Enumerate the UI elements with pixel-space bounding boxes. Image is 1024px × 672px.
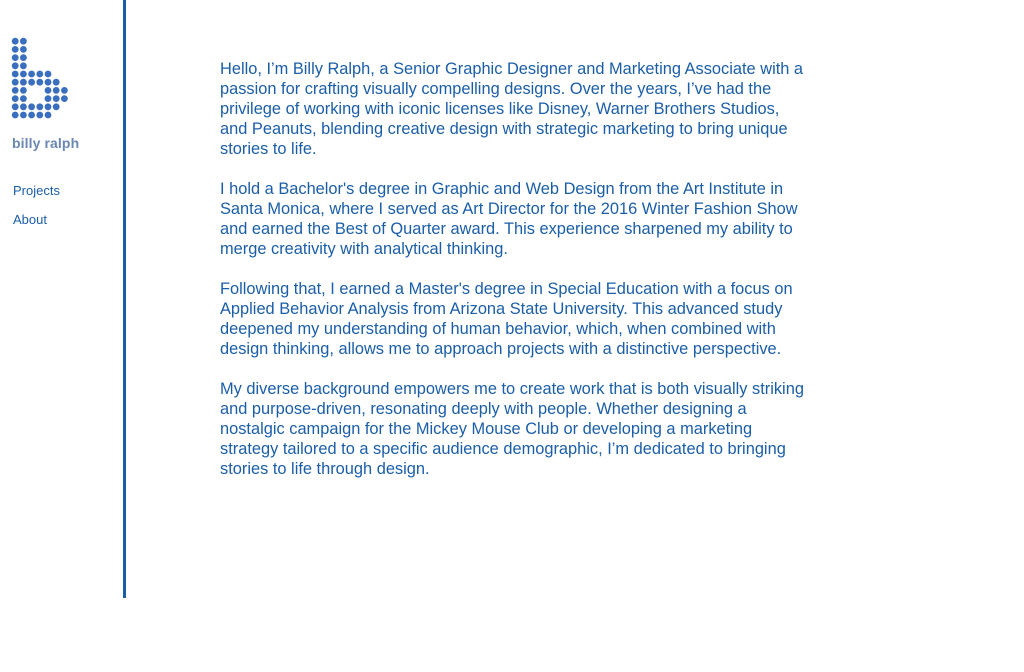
- logo-dot: [20, 112, 27, 119]
- logo-dot: [45, 112, 52, 119]
- sidebar: [0, 0, 126, 598]
- about-content: [220, 59, 804, 499]
- about-paragraph-education: I hold a Bachelor's degree in Graphic and Web Design from the Art Institute in Santa Monica, where I served as Art Director for the 2016 Winter Fashion Show and earned the Best of Quarter award. This experience sharpened my ability to merge creativity with analytical thinking.: [220, 180, 798, 258]
- logo-dot: [12, 54, 19, 61]
- logo-dot: [36, 112, 43, 119]
- logo-dot: [12, 38, 19, 45]
- logo-dot: [36, 71, 43, 78]
- logo-dot: [53, 79, 60, 86]
- logo-dot: [28, 79, 35, 86]
- logo-dot: [12, 103, 19, 110]
- logo-dot: [61, 87, 68, 94]
- logo-dot: [36, 79, 43, 86]
- about-paragraph-masters: Following that, I earned a Master's degree in Special Education with a focus on Applied Behavior Analysis from Arizona State University. This advanced study deepened my understanding of human behavior, which, when combined with design thinking, allows me to approach projects with a distinctive perspective.: [220, 280, 793, 358]
- logo-icon[interactable]: [11, 37, 73, 121]
- logo-dot: [28, 112, 35, 119]
- logo-dot: [45, 103, 52, 110]
- logo-dot: [20, 54, 27, 61]
- logo-dot: [45, 71, 52, 78]
- logo-dot: [61, 95, 68, 102]
- logo-dot: [28, 71, 35, 78]
- logo-dot: [12, 87, 19, 94]
- logo-dot: [53, 95, 60, 102]
- logo-dot: [20, 46, 27, 53]
- logo-dot: [53, 103, 60, 110]
- about-paragraph-background: My diverse background empowers me to create work that is both visually striking and purpose-driven, resonating deeply with people. Whether designing a nostalgic campaign for the Mickey Mouse Club or developing a marketing strategy tailored to a specific audience demographic, I’m dedicated to bringing stories to life through design.: [220, 380, 804, 478]
- logo-dot: [12, 71, 19, 78]
- logo-dot: [20, 79, 27, 86]
- brand-name: billy ralph: [12, 135, 80, 151]
- logo-dot: [45, 79, 52, 86]
- logo-dot: [20, 62, 27, 69]
- logo-dot: [12, 79, 19, 86]
- logo-dot: [20, 103, 27, 110]
- about-paragraph-intro: Hello, I’m Billy Ralph, a Senior Graphic Designer and Marketing Associate with a passion for crafting visually compelling designs. Over the years, I’ve had the privilege of working with iconic licenses like Disney, Warner Brothers Studios, and Peanuts, blending creative design with strategic marketing to bring unique stories to life.: [220, 60, 804, 158]
- logo-dot: [12, 62, 19, 69]
- logo-dot: [20, 95, 27, 102]
- logo-dot: [20, 38, 27, 45]
- logo-dot: [12, 46, 19, 53]
- logo-dot: [12, 95, 19, 102]
- logo-dot: [36, 103, 43, 110]
- logo-dot: [12, 112, 19, 119]
- logo-dot: [53, 87, 60, 94]
- nav-item-about[interactable]: About: [13, 212, 47, 227]
- dotted-b-logo-icon: [11, 37, 73, 121]
- logo-dot: [28, 103, 35, 110]
- logo-dot: [20, 71, 27, 78]
- logo-dot: [20, 87, 27, 94]
- logo-dot: [45, 95, 52, 102]
- main-nav: [13, 176, 60, 234]
- nav-item-projects[interactable]: Projects: [13, 183, 60, 198]
- logo-dot: [45, 87, 52, 94]
